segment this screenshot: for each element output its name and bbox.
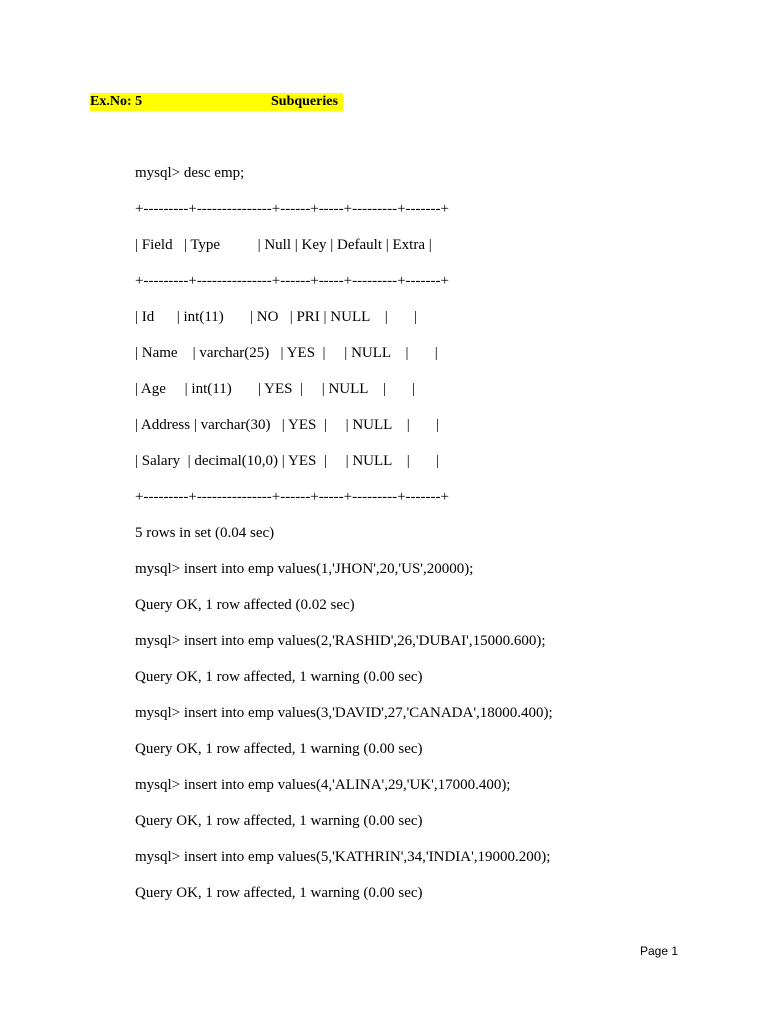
sql-command-line: mysql> insert into emp values(1,'JHON',20,'US',20000);: [135, 561, 474, 577]
sql-command-line: mysql> insert into emp values(3,'DAVID',27,'CANADA',18000.400);: [135, 705, 553, 721]
exercise-number: Ex.No: 5: [90, 94, 143, 109]
query-result-line: Query OK, 1 row affected (0.02 sec): [135, 597, 355, 613]
table-border-line: +---------+---------------+------+-----+---------+-------+: [135, 273, 449, 289]
query-result-line: Query OK, 1 row affected, 1 warning (0.00 sec): [135, 669, 423, 685]
table-row-line: | Salary | decimal(10,0) | YES | | NULL | |: [135, 453, 440, 469]
table-border-line: +---------+---------------+------+-----+---------+-------+: [135, 489, 449, 505]
query-result-line: Query OK, 1 row affected, 1 warning (0.00 sec): [135, 885, 423, 901]
exercise-title: Subqueries: [271, 94, 338, 109]
sql-command-line: mysql> insert into emp values(4,'ALINA',29,'UK',17000.400);: [135, 777, 511, 793]
sql-command-line: mysql> insert into emp values(5,'KATHRIN',34,'INDIA',19000.200);: [135, 849, 551, 865]
table-row-line: | Age | int(11) | YES | | NULL | |: [135, 381, 416, 397]
table-header-line: | Field | Type | Null | Key | Default | Extra |: [135, 237, 432, 253]
terminal-transcript: [135, 162, 735, 918]
query-result-line: Query OK, 1 row affected, 1 warning (0.00 sec): [135, 741, 423, 757]
sql-command-line: mysql> insert into emp values(2,'RASHID',26,'DUBAI',15000.600);: [135, 633, 546, 649]
table-border-line: +---------+---------------+------+-----+---------+-------+: [135, 201, 449, 217]
table-row-line: | Id | int(11) | NO | PRI | NULL | |: [135, 309, 417, 325]
query-result-line: Query OK, 1 row affected, 1 warning (0.00 sec): [135, 813, 423, 829]
result-summary-line: 5 rows in set (0.04 sec): [135, 525, 275, 541]
transcript-line: mysql> desc emp;: [135, 165, 245, 181]
page-number: Page 1: [640, 944, 679, 958]
exercise-heading: [90, 93, 343, 111]
table-row-line: | Name | varchar(25) | YES | | NULL | |: [135, 345, 438, 361]
table-row-line: | Address | varchar(30) | YES | | NULL | |: [135, 417, 440, 433]
